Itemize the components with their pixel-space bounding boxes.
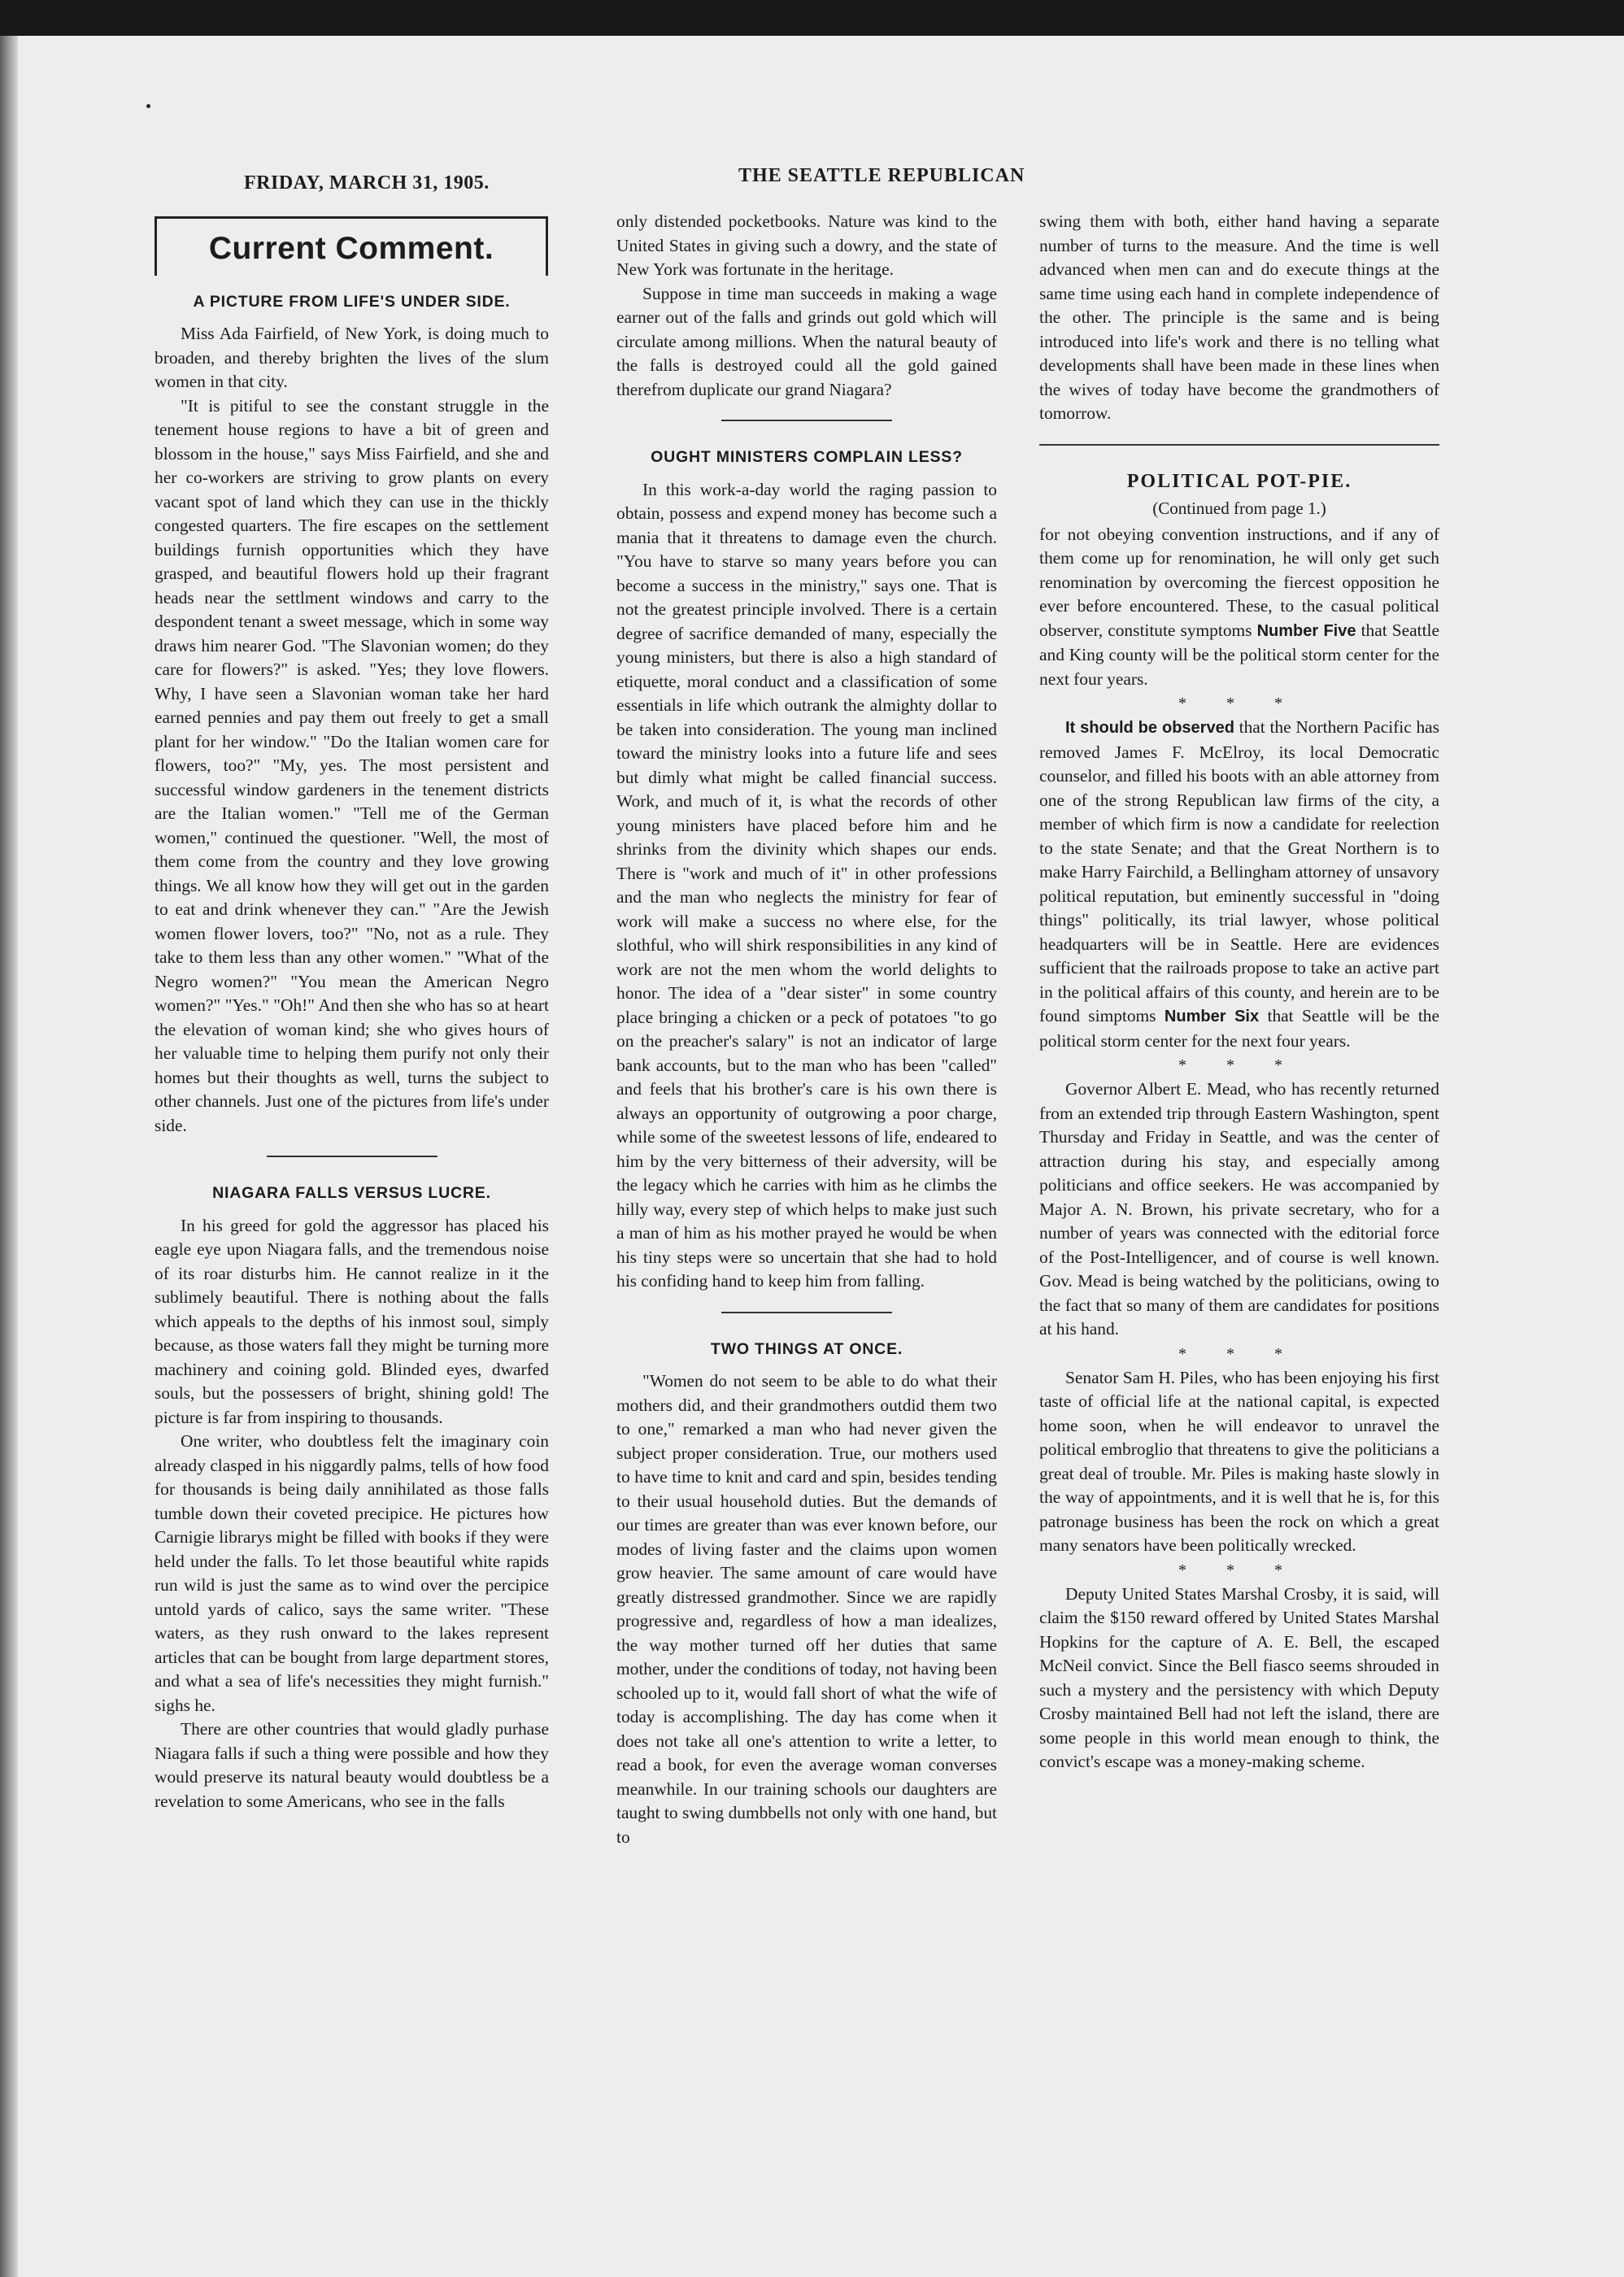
article-paragraph: Deputy United States Marshal Crosby, it is said, will claim the $150 reward offered by United States Marshal Hopkins for the capture of A. E. Bell, the escaped McNeil convict. Since the Bell fiasco seems shrouded in such a mystery and the persistency with which Deputy Crosby maintained Bell had not left the island, there are some people in this world mean enough to think, the convict's escape was a money-making scheme. <box>1039 1583 1439 1771</box>
divider <box>721 1312 892 1313</box>
article-paragraph: swing them with both, either hand having a separate number of turns to the measure. And the time is well advanced when men can and do execute things at the same time using each hand in complete independence of the other. The principle is the same and is being introduced into life's work and there is no telling what developments shall have been made in these lines when the wives of today have become the grandmothers of tomorrow. <box>1039 211 1439 423</box>
article-heading: NIAGARA FALLS VERSUS LUCRE. <box>212 1184 491 1202</box>
continued-note: (Continued from page 1.) <box>1152 499 1326 518</box>
column-1 <box>155 210 549 1813</box>
article-paragraph: In his greed for gold the aggressor has placed his eagle eye upon Niagara falls, and the tremendous noise of its roar disturbs him. He cannot realize in it the sublimely beautiful. There is nothing about the falls which appeals to the depths of his inmost soul, simply because, as those waters fall they might be turning more machinery and coining gold. Blinded eyes, dwarfed souls, but the possessers of bright, shining gold! The picture is far from inspiring to thousands. <box>155 1215 549 1427</box>
text-run: that Seattle and King county will be the political storm center for the next four years. <box>1039 620 1439 689</box>
article-paragraph: One writer, who doubtless felt the imaginary coin already clasped in his niggardly palms, tells of how food for thousands is being daily annihilated as those falls tumble down their coveted precipice. He pictures how Carnigie librarys might be filled with books if they were held under the falls. To let those beautiful white rapids run wild is just the same as to wind over the percipice untold yards of calico, says the same writer. "These waters, as they rush onward to the lakes represent articles that can be bought from large department stores, and what a sea of life's necessities they might furnish." sighs he. <box>155 1431 549 1715</box>
text-run: that the Northern Pacific has removed James F. McElroy, its local Democratic counselor, and filled his boots with an able attorney from one of the strong Republican law firms of the city, a member of which firm is now a candidate for reelection to the state Senate; and that the Great Northern is to make Harry Fairchild, a Bellingham attorney of unsavory political reputation, but eminently successful in "doing things" politically, its trial lawyer, whose political headquarters will be in Seattle. Here are evidences sufficient that the railroads propose to take an active part in the political affairs of this county, and herein are to be found simptoms <box>1039 717 1439 1025</box>
section-stars: * * * <box>1178 1344 1300 1363</box>
divider <box>1039 444 1439 446</box>
scan-left-edge <box>0 36 18 2277</box>
divider <box>721 420 892 421</box>
column-2 <box>616 210 997 1849</box>
article-heading: TWO THINGS AT ONCE. <box>710 1339 903 1358</box>
bold-run: Number Five <box>1256 621 1356 640</box>
article-paragraph: There are other countries that would gladly purhase Niagara falls if such a thing were possible and how they would preserve its natural beauty would doubtless be a revelation to some Americans, who see in the falls <box>155 1719 549 1811</box>
ink-speck <box>146 104 150 108</box>
article-paragraph <box>1039 523 1439 692</box>
article-paragraph: "Women do not seem to be able to do what their mothers did, and their grandmothers outdid them two to one," remarked a man who had never given the subject proper consideration. True, our mothers used to have time to knit and card and spin, besides tending to their usual household duties. But the demands of our times are greater than was ever known before, our modes of living faster and the claims upon women grow heavier. The same amount of care would have greatly distressed grandmother. Since we are rapidly progressive and, regardless of how a man idealizes, the way mother turned off her duties that same mother, under the conditions of today, not having been schooled up to it, would fall short of what the wife of today is accomplishing. The day has come when it does not take all one's attention to write a letter, to read a book, for even the average woman converses meanwhile. In our training schools our daughters are taught to swing dumbbells not only with one hand, but to <box>616 1371 997 1847</box>
scan-top-border <box>0 0 1624 36</box>
divider <box>267 1156 438 1157</box>
article-paragraph: In this work-a-day world the raging passion to obtain, possess and expend money has become such a mania that it threatens to damage even the church. "You have to starve so many years before you can become a success in the ministry," says one. That is not the greatest principle involved. There is a certain degree of sacrifice demanded of many, especially the young ministers, but there is also a high standard of etiquette, moral conduct and a classification of some essentials in life which outrank the almighty dollar to be taken into consideration. The young man inclined toward the ministry looks into a future life and sees but dimly what might be called financial success. Work, and much of it, is what the records of other young ministers have placed before him and he shrinks from the divinity which shapes our ends. There is "work and much of it" in other professions and the man who neglects the ministry for fear of work will make a success no where else, for the slothful, who will shirk responsibilities in any kind of work are not the men whom the world delights to honor. The idea of a "dear sister" in some country place bringing a chicken or a peck of potatoes "to go on the preacher's salary" is not an indicator of large bank accounts, but to the man who has been "called" and feels that his brother's care is his own there is always an opportunity of outgrowing a poor charge, while some of the sweetest lessons of life, endeared to him by the very bitterness of their adversity, will be the legacy which he carries with him as he climbs the hilly way, every step of which helps to make just such a man of him as his mother prayed he would be when his tiny steps were so uncertain that she had to hold his confiding hand to keep him from falling. <box>616 479 997 1291</box>
newspaper-title: THE SEATTLE REPUBLICAN <box>738 165 1025 186</box>
article-heading: OUGHT MINISTERS COMPLAIN LESS? <box>651 448 963 466</box>
current-comment-box <box>155 216 548 276</box>
section-stars: * * * <box>1178 1561 1300 1579</box>
bold-run: Number Six <box>1164 1008 1260 1025</box>
issue-date: FRIDAY, MARCH 31, 1905. <box>244 172 490 194</box>
article-heading: A PICTURE FROM LIFE'S UNDER SIDE. <box>193 292 511 311</box>
article-heading: POLITICAL POT-PIE. <box>1126 470 1352 492</box>
article-paragraph: Miss Ada Fairfield, of New York, is doing much to broaden, and thereby brighten the lives of the slum women in that city. <box>155 324 549 391</box>
article-paragraph: "It is pitiful to see the constant struggle in the tenement house regions to have a bit of green and blossom in the house," says Miss Fairfield, and she and her co-workers are striving to grow plants on every vacant spot of land which they can use in the thickly congested quarters. The fire escapes on the settlement buildings furnish opportunities which they have grasped, and beautiful flowers hold up their fragrant heads near the settlment windows and carry to the despondent tenant a sweet message, which in some way draws him nearer God. "The Slavonian women; do they care for flowers?" is asked. "Yes; they love flowers. Why, I have seen a Slavonian woman take her hard earned pennies and pay them out freely to get a small plant for her window." "Do the Italian women care for flowers, too?" "My, yes. The most persistent and successful window gardeners in the tenement districts are the Italian women." "Tell me of the German women," continued the questioner. "Well, the most of them come from the country and they love growing things. We all know how they will get out in the garden to eat and drink whenever they can." "Are the Jewish women flower lovers, too?" "No, not as a rule. They take to them less than any other women." "What of the Negro women?" "You mean the American Negro women?" "Yes." "Oh!" And then she who has so at heart the elevation of woman kind; she who gives hours of her valuable time to helping them purify not only their homes but their thoughts as well, turns the subject to other channels. Just one of the pictures from life's under side. <box>155 395 549 1135</box>
section-stars: * * * <box>1178 1056 1300 1074</box>
bold-run: It should be observed <box>1065 719 1234 737</box>
text-run: that Seattle will be the political storm center for the next four years. <box>1039 1006 1439 1051</box>
text-run: for not obeying convention instructions, and if any of them come up for renomination, he will only get such renomination by overcoming the fiercest opposition he ever before encountered. These, to the casual political observer, constitute symptoms <box>1039 524 1439 640</box>
column-3 <box>1039 210 1439 1774</box>
article-paragraph: Suppose in time man succeeds in making a wage earner out of the falls and grinds out gold which will circulate among millions. When the natural beauty of the falls is destroyed could all the gold gained therefrom duplicate our grand Niagara? <box>616 283 997 399</box>
article-paragraph <box>1039 716 1439 1053</box>
article-paragraph: Senator Sam H. Piles, who has been enjoying his first taste of official life at the national capital, is expected home soon, when he will endeavor to unravel the political embroglio that threatens to give the politicians a great deal of trouble. Mr. Piles is making haste slowly in the way of appointments, and it is well that he is, for this patronage business has been the rock on which a great many senators have been politically wrecked. <box>1039 1367 1439 1555</box>
section-title: Current Comment. <box>208 231 494 266</box>
section-stars: * * * <box>1178 694 1300 712</box>
article-paragraph: Governor Albert E. Mead, who has recently returned from an extended trip through Eastern Washington, spent Thursday and Friday in Seattle, and was the center of attraction during his stay, and especially among politicians and office seekers. He was accompanied by Major A. N. Brown, his private secretary, who for a number of years was connected with the editorial force of the Post-Intelligencer, and of course is well known. Gov. Mead is being watched by the politicians, owing to the fact that so many of them are candidates for positions at his hand. <box>1039 1079 1439 1339</box>
article-paragraph: only distended pocketbooks. Nature was kind to the United States in giving such a dowry, and the state of New York was fortunate in the heritage. <box>616 211 997 279</box>
